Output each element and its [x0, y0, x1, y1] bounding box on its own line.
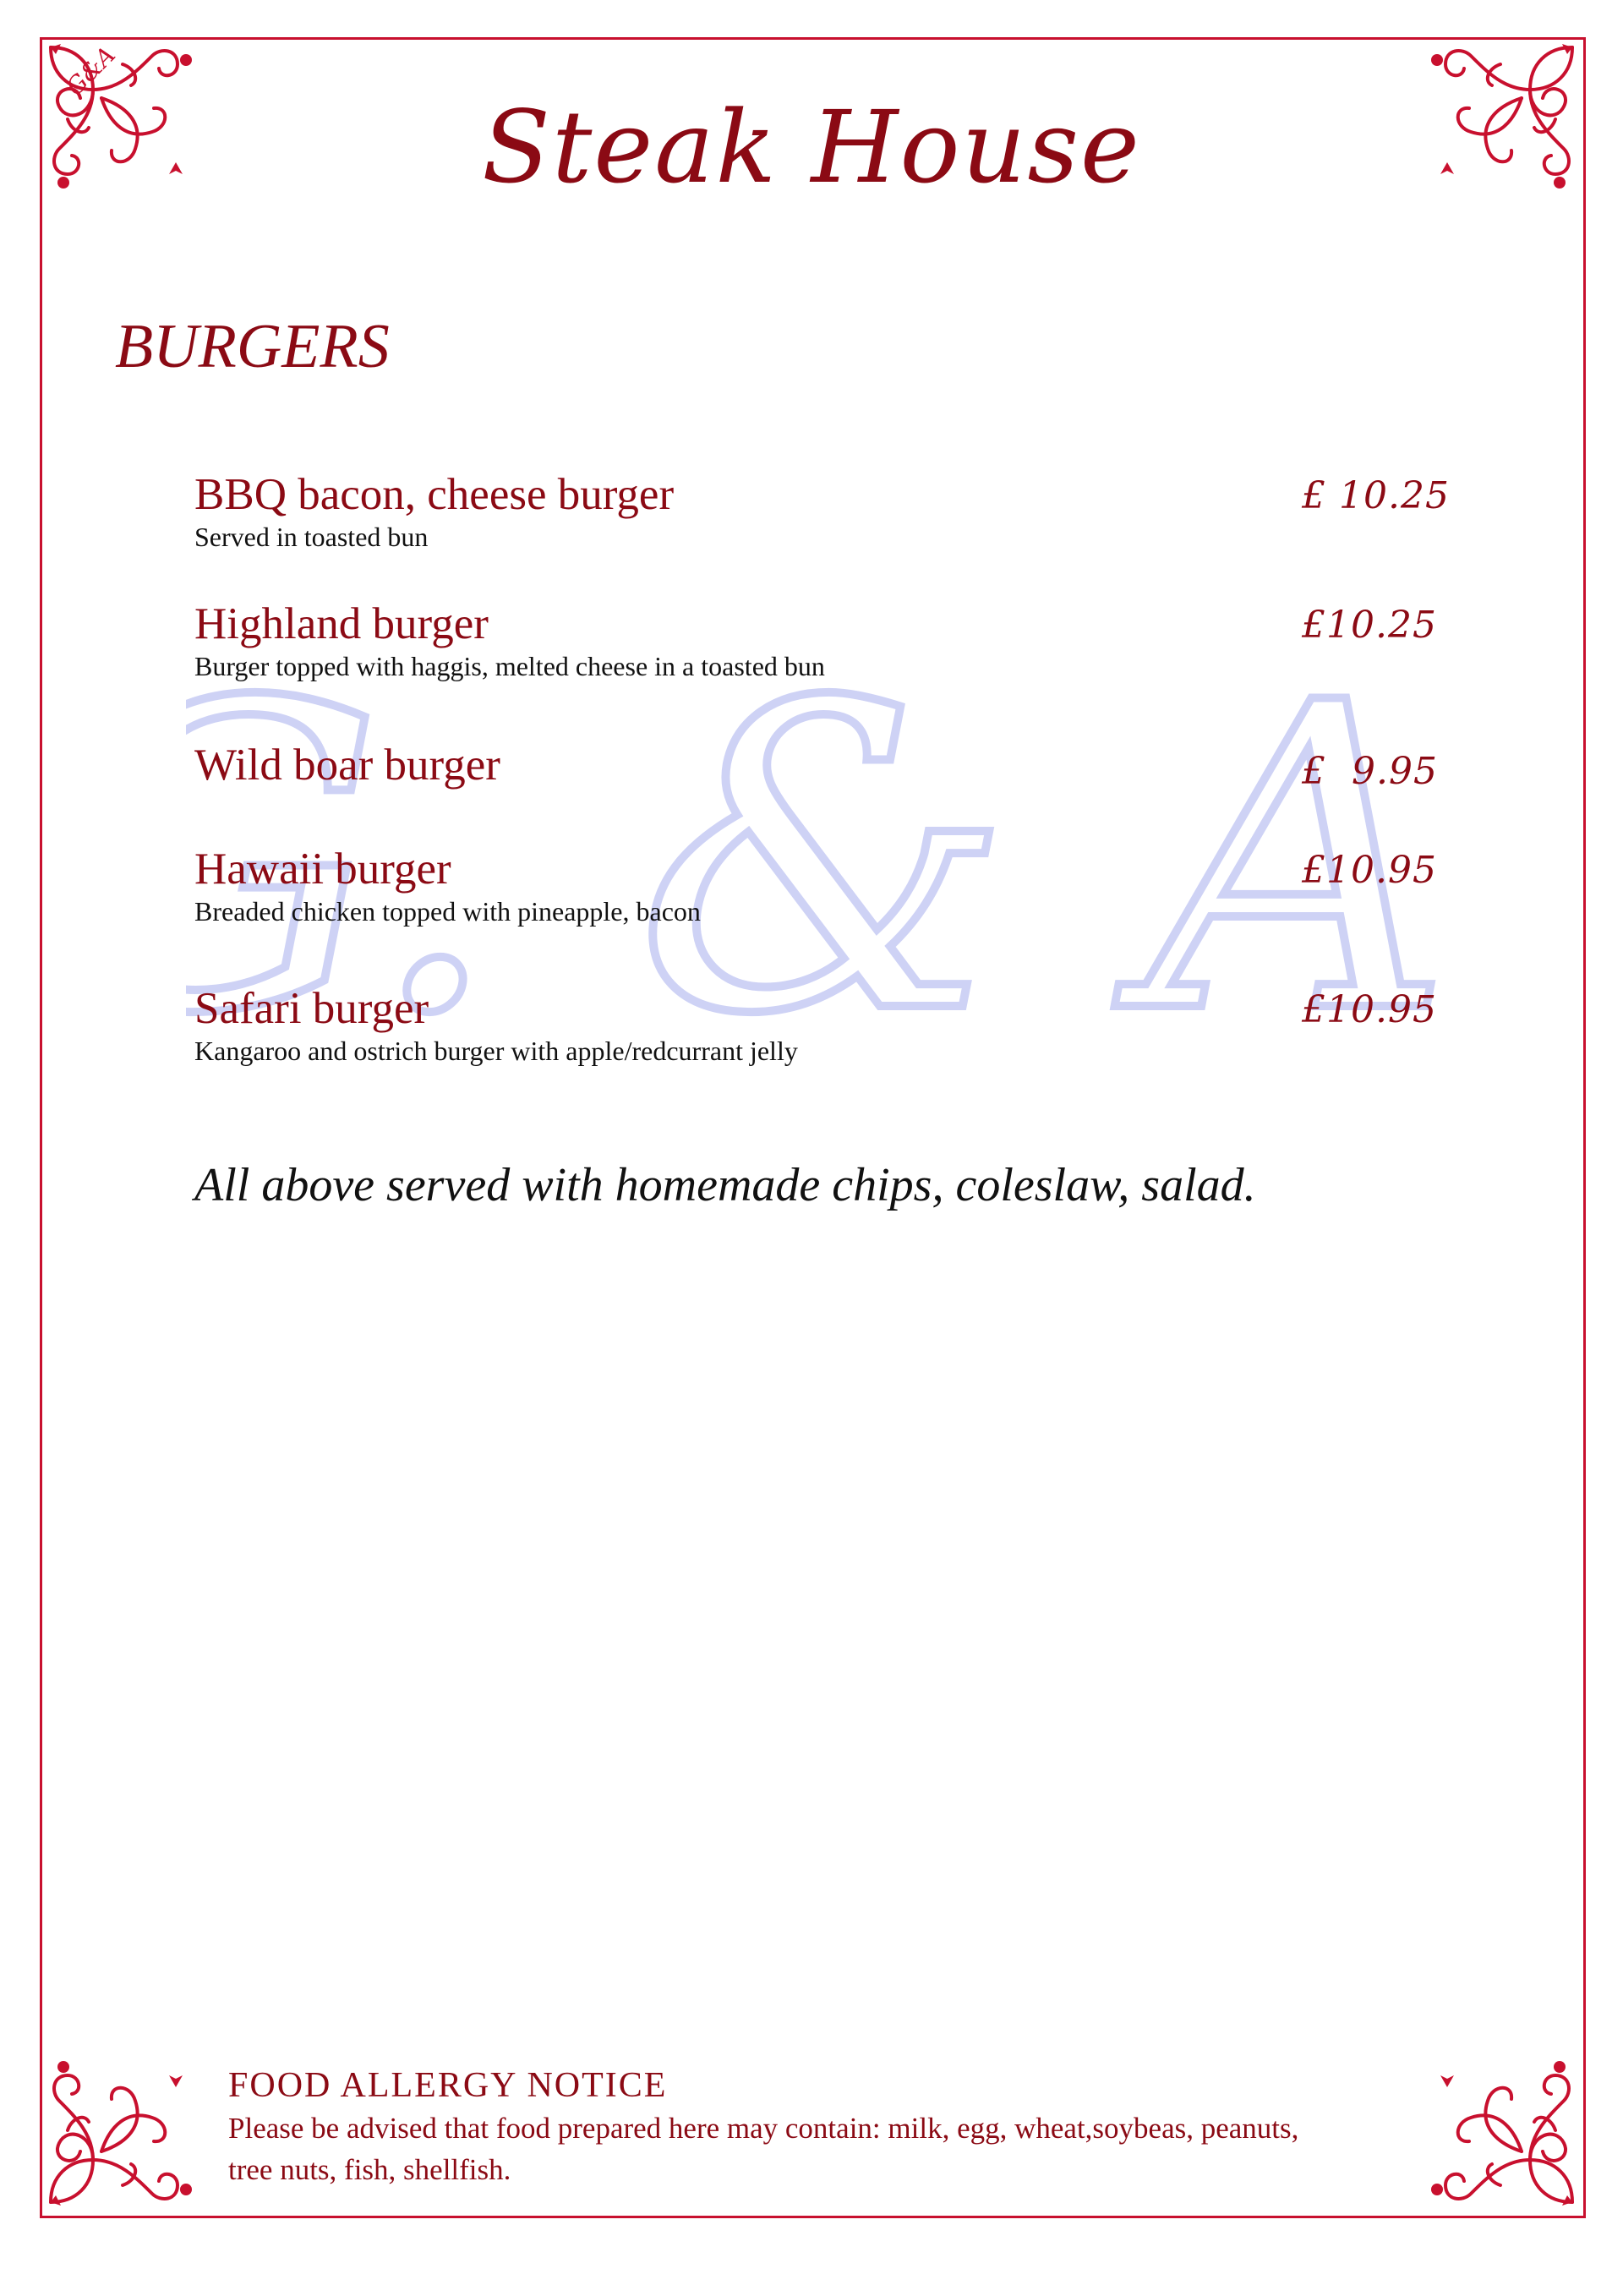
- item-price: £ 10.25: [1302, 474, 1450, 517]
- allergy-text-line: tree nuts, fish, shellfish.: [228, 2153, 511, 2186]
- item-price: £ 9.95: [1302, 750, 1438, 793]
- monogram-text: . & A: [367, 651, 1445, 1091]
- item-description: Breaded chicken topped with pineapple, bacon: [194, 896, 701, 927]
- item-description: Kangaroo and ostrich burger with apple/redcurrant jelly: [194, 1036, 798, 1066]
- item-name: BBQ bacon, cheese burger: [194, 470, 675, 519]
- item-name: Wild boar burger: [194, 741, 500, 790]
- item-price: £10.95: [1302, 988, 1437, 1031]
- svg-text:G&A: G&A: [60, 41, 121, 101]
- item-name: Highland burger: [194, 599, 489, 648]
- corner-ornament-icon: [42, 2050, 203, 2211]
- page-title: Steak House: [482, 89, 1141, 205]
- allergy-notice: [228, 2065, 1298, 2189]
- item-description: Served in toasted bun: [194, 522, 429, 552]
- section-heading: BURGERS: [115, 312, 390, 381]
- allergy-title: FOOD ALLERGY NOTICE: [228, 2066, 668, 2105]
- item-name: Hawaii burger: [194, 845, 451, 894]
- item-description: Burger topped with haggis, melted cheese in a toasted bun: [194, 651, 825, 681]
- allergy-text-line: Please be advised that food prepared here may contain: milk, egg, wheat,soybeas, peanuts,: [228, 2112, 1299, 2145]
- item-price: £10.25: [1302, 604, 1437, 647]
- item-name: Safari burger: [194, 984, 429, 1033]
- corner-ornament-icon: [1420, 2050, 1581, 2211]
- item-price: £10.95: [1302, 849, 1437, 892]
- served-with-note: All above served with homemade chips, coleslaw, salad.: [194, 1159, 1256, 1211]
